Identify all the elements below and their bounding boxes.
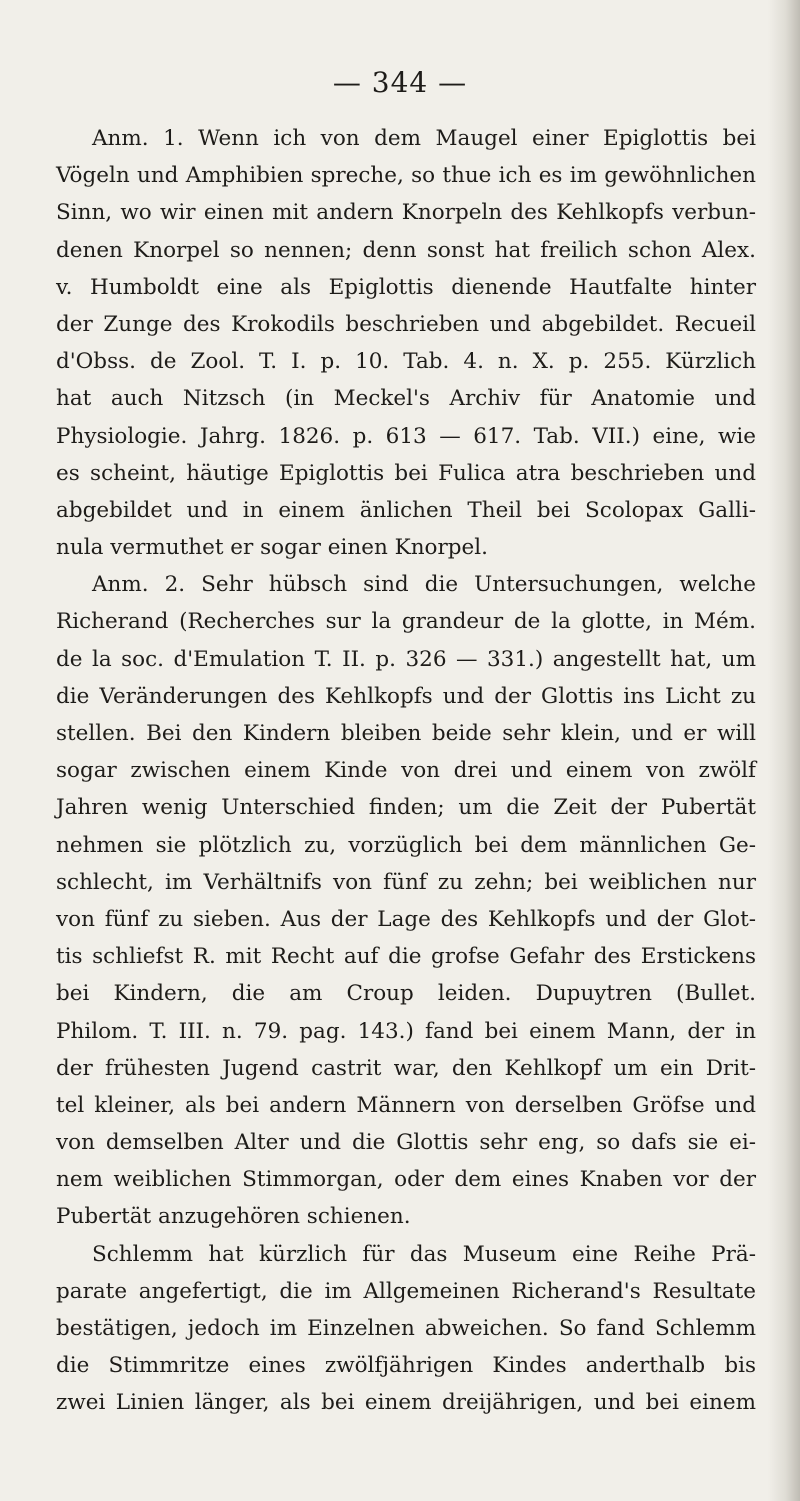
text-line: Richerand (Recherches sur la grandeur de la glotte, in Mém. [56, 609, 756, 635]
text-line: die Stimmritze eines zwölfjährigen Kindes anderthalb bis [56, 1353, 756, 1379]
text-line: abgebildet und in einem änlichen Theil bei Scolopax Galli- [56, 497, 756, 523]
text-line: stellen. Bei den Kindern bleiben beide sehr klein, und er will [56, 721, 756, 746]
text-line: sogar zwischen einem Kinde von drei und einem von zwölf [56, 758, 756, 784]
text-line: Schlemm hat kürzlich für das Museum eine Reihe Prä- [92, 1241, 756, 1267]
text-line: von demselben Alter und die Glottis sehr eng, so dafs sie ei- [56, 1130, 756, 1156]
text-line: nehmen sie plötzlich zu, vorzüglich bei dem männlichen Ge- [56, 832, 756, 858]
text-line: nem weiblichen Stimmorgan, oder dem eines Knaben vor der [56, 1167, 756, 1193]
text-line: Physiologie. Jahrg. 1826. p. 613 — 617. Tab. VII.) eine, wie [56, 423, 756, 449]
page-number: — 344 — [332, 66, 468, 99]
text-line: denen Knorpel so nennen; denn sonst hat freilich schon Alex. [56, 237, 756, 263]
text-line: tel kleiner, als bei andern Männern von derselben Gröfse und [56, 1092, 756, 1118]
text-line: zwei Linien länger, als bei einem dreijährigen, und bei einem [56, 1390, 756, 1416]
text-line: Jahren wenig Unterschied finden; um die Zeit der Pubertät [56, 795, 756, 821]
text-line: Anm. 2. Sehr hübsch sind die Untersuchungen, welche [92, 572, 756, 598]
page-edge-shadow [768, 0, 800, 1501]
text-line: die Veränderungen des Kehlkopfs und der Glottis ins Licht zu [56, 683, 756, 709]
body-text [56, 120, 756, 1422]
text-line: von fünf zu sieben. Aus der Lage des Kehlkopfs und der Glot- [56, 906, 756, 932]
text-line: Pubertät anzugehören schienen. [56, 1204, 411, 1230]
text-line: es scheint, häutige Epiglottis bei Fulica atra beschrieben und [56, 460, 756, 486]
text-line: Sinn, wo wir einen mit andern Knorpeln des Kehlkopfs verbun- [56, 200, 756, 226]
text-line: nula vermuthet er sogar einen Knorpel. [56, 535, 488, 561]
text-line: bei Kindern, die am Croup leiden. Dupuytren (Bullet. [56, 981, 756, 1007]
text-line: tis schliefst R. mit Recht auf die grofse Gefahr des Erstickens [56, 944, 756, 970]
text-line: Philom. T. III. n. 79. pag. 143.) fand bei einem Mann, der in [56, 1018, 756, 1044]
text-line: der frühesten Jugend castrit war, den Kehlkopf um ein Drit- [56, 1055, 756, 1081]
text-line: der Zunge des Krokodils beschrieben und abgebildet. Recueil [56, 311, 756, 337]
text-line: Vögeln und Amphibien spreche, so thue ich es im gewöhnlichen [56, 163, 756, 189]
text-line: d'Obss. de Zool. T. I. p. 10. Tab. 4. n. X. p. 255. Kürzlich [56, 349, 756, 375]
text-line: parate angefertigt, die im Allgemeinen Richerand's Resultate [56, 1278, 756, 1304]
text-line: de la soc. d'Emulation T. II. p. 326 — 331.) angestellt hat, um [56, 646, 756, 672]
text-line: v. Humboldt eine als Epiglottis dienende Hautfalte hinter [56, 274, 756, 300]
text-line: schlecht, im Verhältnifs von fünf zu zehn; bei weiblichen nur [56, 869, 756, 895]
text-line: hat auch Nitzsch (in Meckel's Archiv für Anatomie und [56, 386, 756, 412]
text-line: Anm. 1. Wenn ich von dem Maugel einer Epiglottis bei [92, 126, 756, 151]
text-line: bestätigen, jedoch im Einzelnen abweichen. So fand Schlemm [56, 1316, 756, 1341]
